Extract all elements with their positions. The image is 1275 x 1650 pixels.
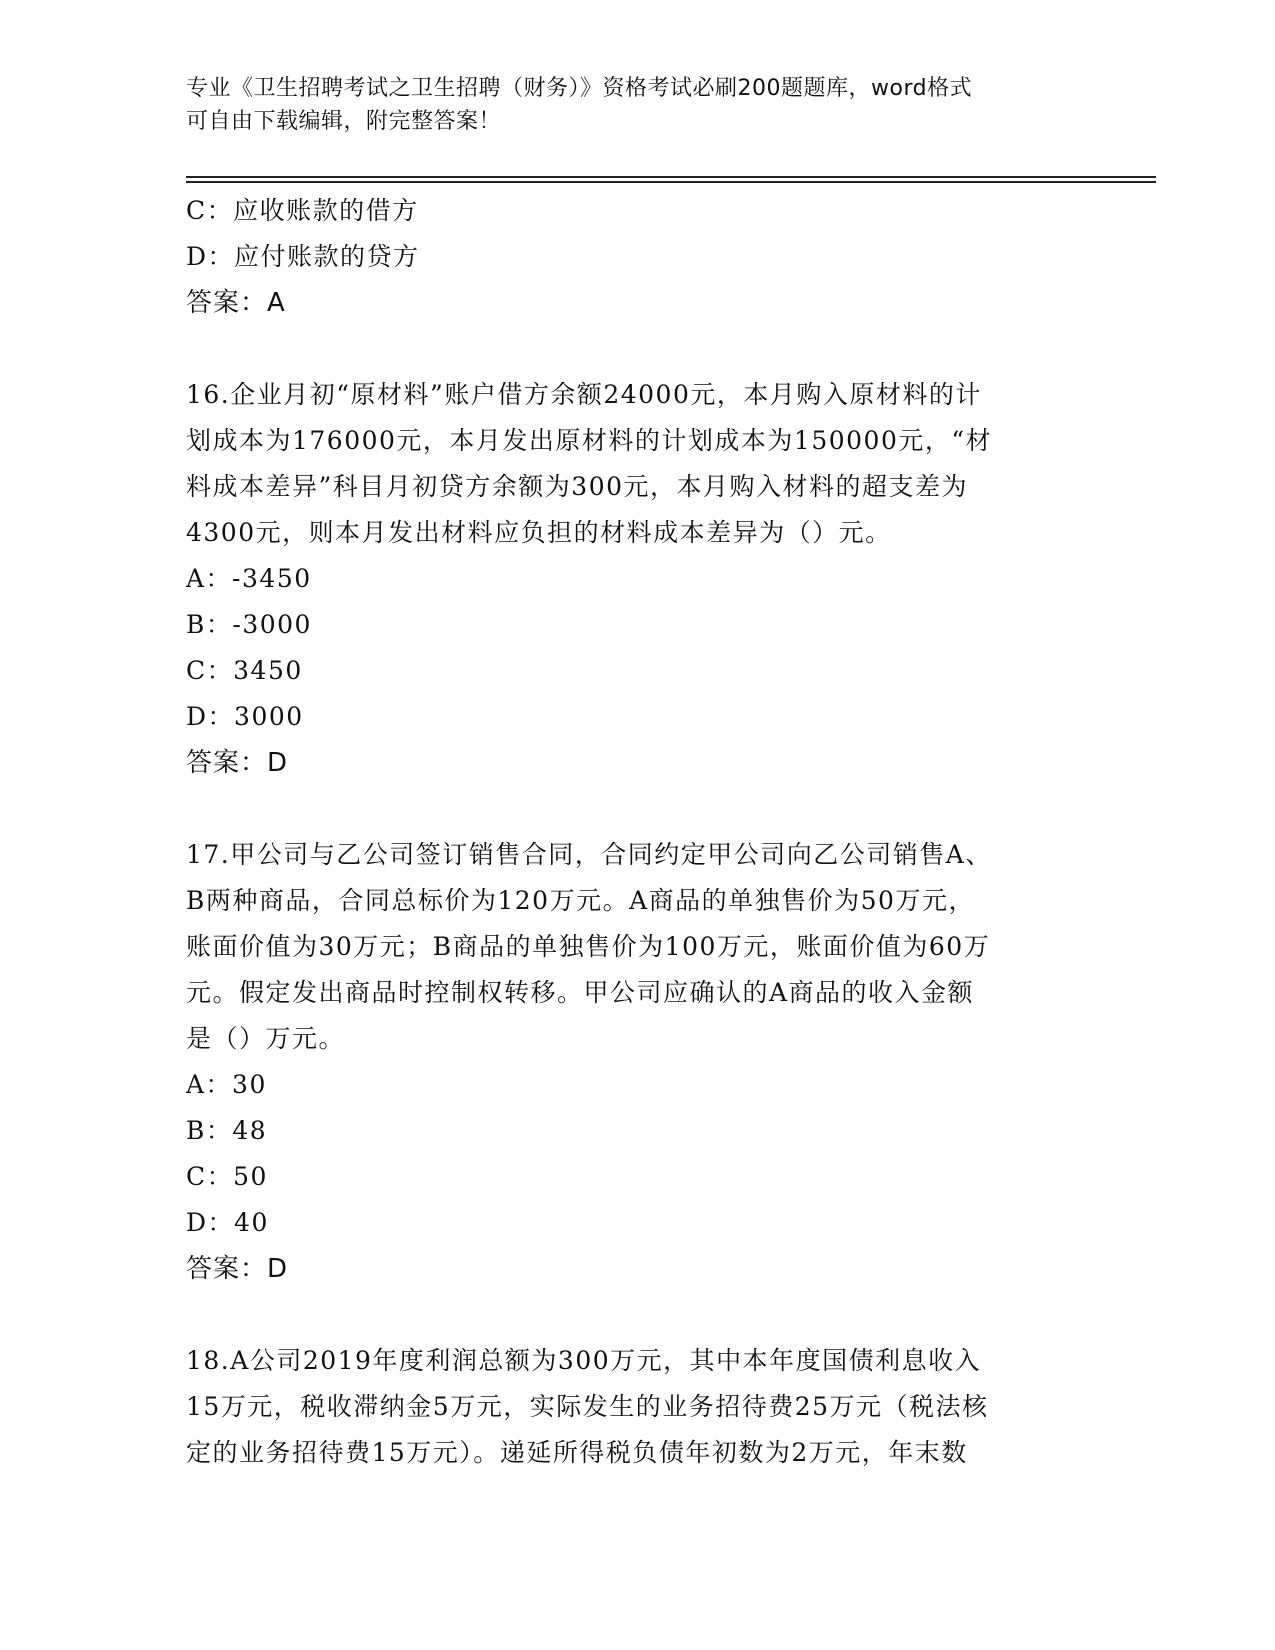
question-stem-line: 定的业务招待费15万元）。递延所得税负债年初数为2万元，年末数 bbox=[186, 1438, 968, 1467]
option-b: B：-3000 bbox=[186, 610, 312, 639]
option-d: D：3000 bbox=[186, 702, 304, 731]
spacer bbox=[186, 786, 1086, 832]
option-d: D：应付账款的贷方 bbox=[186, 242, 420, 271]
header-rule-top bbox=[186, 176, 1156, 178]
answer-line: 答案：D bbox=[186, 1254, 289, 1284]
option-c: C：3450 bbox=[186, 656, 303, 685]
answer-line: 答案：A bbox=[186, 288, 286, 318]
option-b: B：48 bbox=[186, 1116, 268, 1145]
question-stem-line: 18.A公司2019年度利润总额为300万元，其中本年度国债利息收入 bbox=[186, 1346, 982, 1375]
option-a: A：30 bbox=[186, 1070, 267, 1099]
question-stem-line: 16.企业月初“原材料”账户借方余额24000元，本月购入原材料的计 bbox=[186, 380, 982, 409]
question-stem-line: 元。假定发出商品时控制权转移。甲公司应确认的A商品的收入金额 bbox=[186, 978, 975, 1007]
question-stem-line: 账面价值为30万元；B商品的单独售价为100万元，账面价值为60万 bbox=[186, 932, 991, 961]
header-subtitle-line: 可自由下载编辑，附完整答案！ bbox=[186, 109, 502, 134]
question-list bbox=[186, 188, 1086, 1476]
option-c: C：应收账款的借方 bbox=[186, 196, 419, 225]
option-a: A：-3450 bbox=[186, 564, 312, 593]
question-15-continuation bbox=[186, 188, 1086, 326]
option-c: C：50 bbox=[186, 1162, 268, 1191]
question-16 bbox=[186, 372, 1086, 786]
question-stem-line: B两种商品，合同总标价为120万元。A商品的单独售价为50万元， bbox=[186, 886, 975, 915]
option-d: D：40 bbox=[186, 1208, 269, 1237]
question-stem-line: 4300元，则本月发出材料应负担的材料成本差异为（）元。 bbox=[186, 518, 892, 547]
question-stem-line: 划成本为176000元，本月发出原材料的计划成本为150000元，“材 bbox=[186, 426, 993, 455]
header-title-line: 专业《卫生招聘考试之卫生招聘（财务）》资格考试必刷200题题库，word格式 bbox=[186, 76, 973, 101]
question-stem-line: 料成本差异”科目月初贷方余额为300元，本月购入材料的超支差为 bbox=[186, 472, 969, 501]
question-17 bbox=[186, 832, 1086, 1292]
header-rule-bottom bbox=[186, 181, 1156, 183]
spacer bbox=[186, 1292, 1086, 1338]
answer-line: 答案：D bbox=[186, 748, 289, 778]
question-stem-line: 15万元，税收滞纳金5万元，实际发生的业务招待费25万元（税法核 bbox=[186, 1392, 989, 1421]
question-stem-line: 17.甲公司与乙公司签订销售合同，合同约定甲公司向乙公司销售A、 bbox=[186, 840, 992, 869]
spacer bbox=[186, 326, 1086, 372]
question-18 bbox=[186, 1338, 1086, 1476]
document-header bbox=[186, 72, 1086, 138]
question-stem-line: 是（）万元。 bbox=[186, 1024, 346, 1053]
